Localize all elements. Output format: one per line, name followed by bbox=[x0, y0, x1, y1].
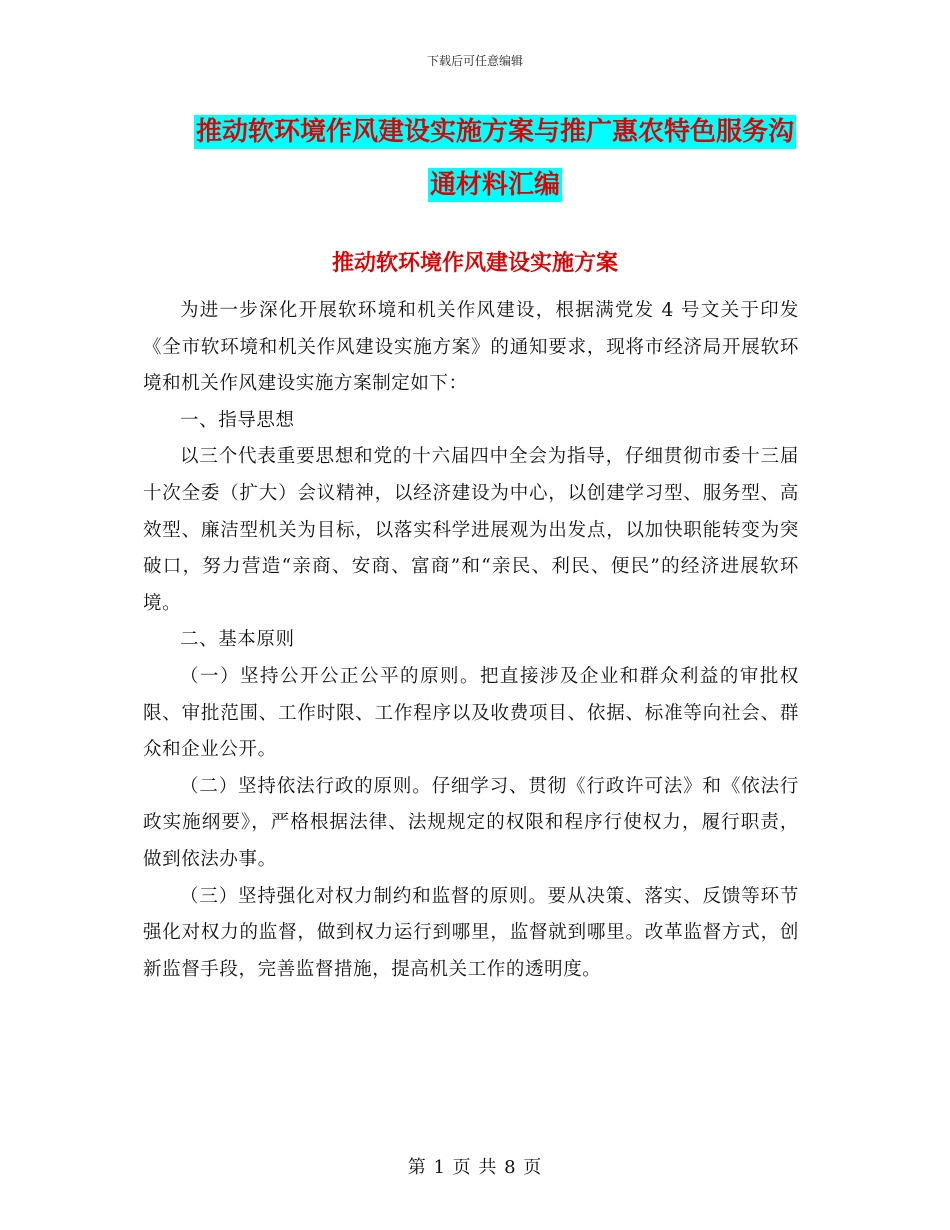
page-number: 第 1 页 共 8 页 bbox=[407, 1157, 543, 1178]
paragraph-principle-3: （三）坚持强化对权力制约和监督的原则。要从决策、落实、反馈等环节强化对权力的监督，做到权力运行到哪里，监督就到哪里。改革监督方式，创新监督手段，完善监督措施，提高机关工作的透明度。 bbox=[143, 885, 799, 980]
heading-guiding-thought: 一、指导思想 bbox=[180, 409, 295, 431]
download-note: 下载后可任意编辑 bbox=[426, 54, 523, 68]
paragraph-principle-2: （二）坚持依法行政的原则。仔细学习、贯彻《行政许可法》和《依法行政实施纲要》，严格根据法律、法规规定的权限和程序行使权力，履行职责，做到依法办事。 bbox=[143, 775, 799, 870]
paragraph-principle-1: （一）坚持公开公正公平的原则。把直接涉及企业和群众利益的审批权限、审批范围、工作时限、工作程序以及收费项目、依据、标准等向社会、群众和企业公开。 bbox=[143, 665, 799, 761]
document-title-line2: 通材料汇编 bbox=[429, 170, 560, 200]
document-title-line1: 推动软环境作风建设实施方案与推广惠农特色服务沟 bbox=[195, 117, 794, 147]
section-title: 推动软环境作风建设实施方案 bbox=[331, 251, 618, 276]
paragraph-intro: 为进一步深化开展软环境和机关作风建设，根据满党发 4 号文关于印发《全市软环境和机关作风建设实施方案》的通知要求，现将市经济局开展软环境和机关作风建设实施方案制定如下： bbox=[143, 300, 799, 395]
heading-basic-principles: 二、基本原则 bbox=[180, 629, 295, 651]
document-body bbox=[143, 293, 799, 988]
paragraph-guiding-thought: 以三个代表重要思想和党的十六届四中全会为指导，仔细贯彻市委十三届十次全委（扩大）会议精神，以经济建设为中心，以创建学习型、服务型、高效型、廉洁型机关为目标，以落实科学进展观为出发点，以加快职能转变为突破口，努力营造“亲商、安商、富商”和“亲民、利民、便民”的经济进展软环境。 bbox=[143, 446, 799, 614]
document-title bbox=[150, 106, 840, 212]
